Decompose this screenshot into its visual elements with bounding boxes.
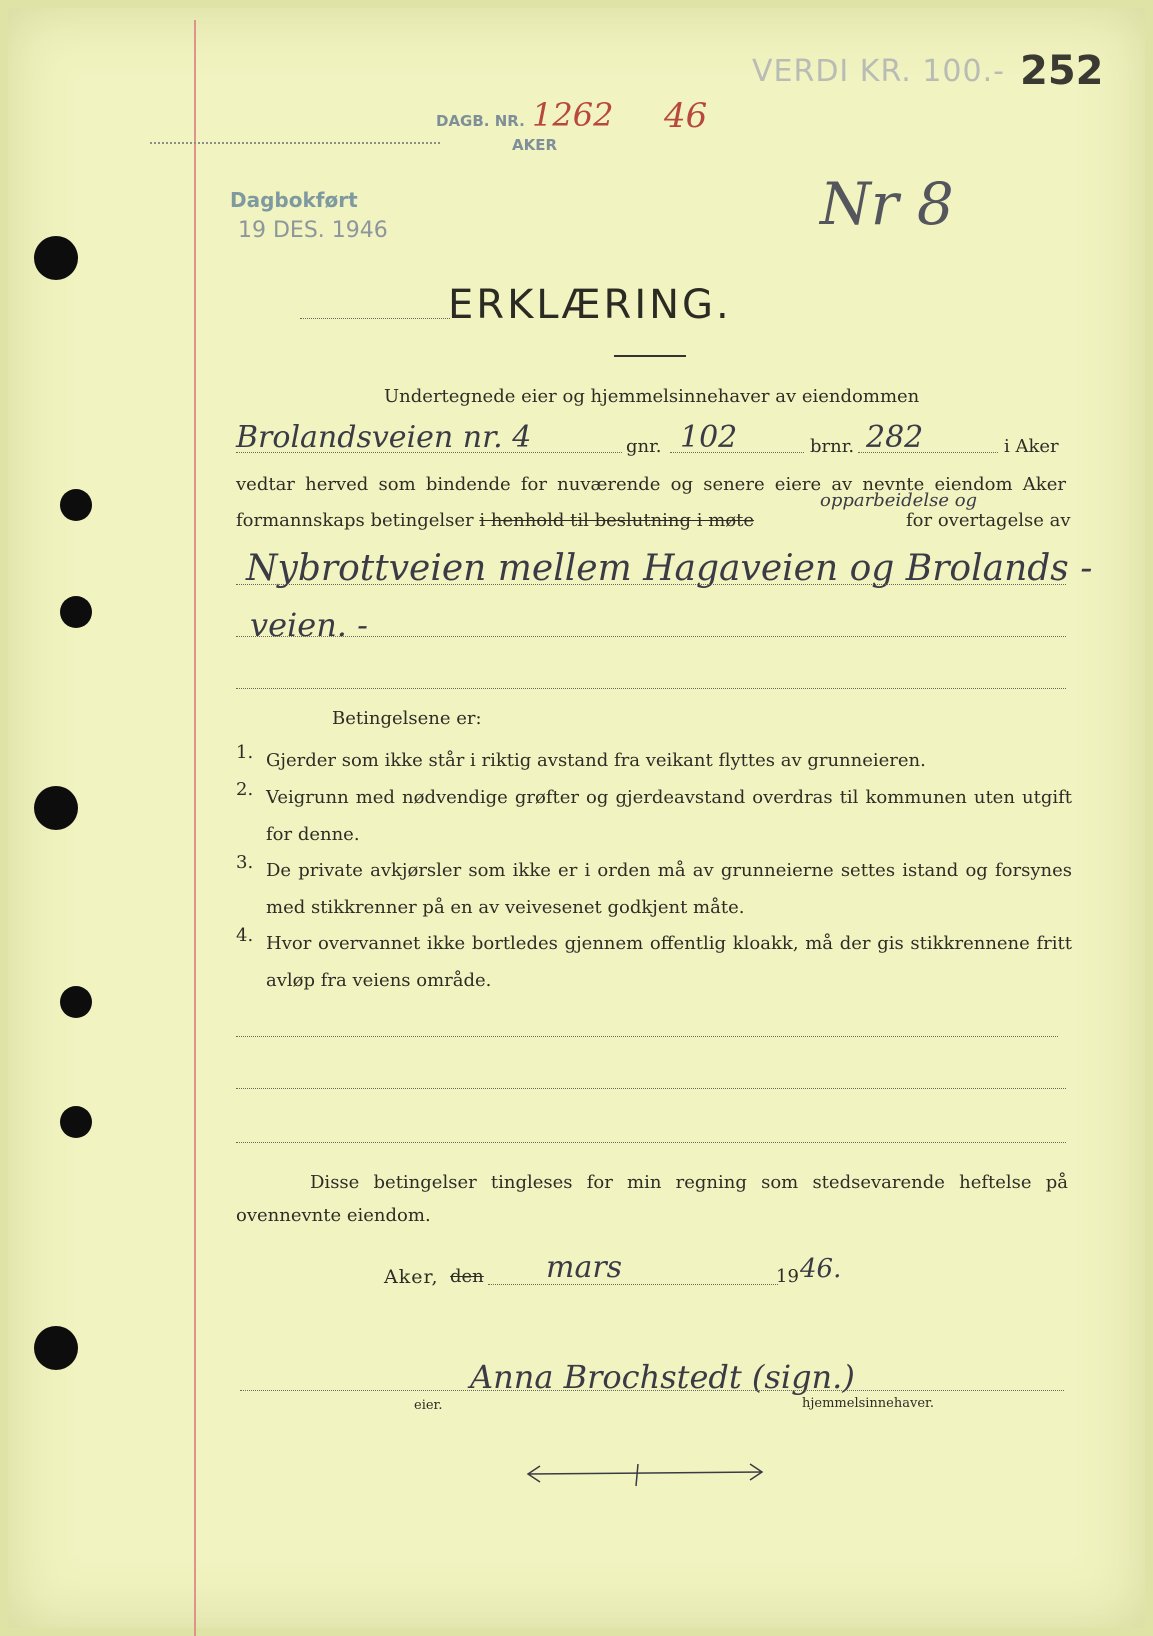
condition-number: 3. [236,852,254,873]
formannskap-suffix: for overtagelse av [906,510,1071,531]
title-dotted-rule [300,318,450,319]
blank-dotted-rule-3 [236,1142,1066,1143]
aker-stamp: AKER [512,136,558,154]
place: Aker, [384,1266,439,1288]
title-underline [614,355,686,357]
vedtar-word: nevnte [862,474,925,495]
vedtar-word: eiendom [934,474,1013,495]
vedtar-word: eiere [774,474,822,495]
margin-line [194,20,196,1636]
condition-number: 2. [236,779,254,800]
condition-item [236,742,1072,779]
closing-text: Disse betingelser tingleses for min regning som stedsevarende heftelse på ovennevnte eiendom. [236,1172,1068,1226]
hjemmel-label: hjemmelsinnehaver. [802,1396,934,1411]
vedtar-word: som [378,474,416,495]
address-dotted-rule [236,452,622,453]
dagb-number: 1262 [532,96,614,134]
intro-text: Undertegnede eier og hjemmelsinnehaver av eiendommen [384,386,920,407]
punch-hole-icon [34,236,78,280]
road-dotted-rule-3 [236,688,1066,689]
condition-number: 4. [236,925,254,946]
formannskap-prefix: formannskaps betingelser [236,510,474,531]
punch-hole-icon [60,596,92,628]
date-month: mars [546,1250,623,1285]
road-line-2: veien. - [250,606,368,644]
signature-dotted-rule [240,1390,1064,1391]
year-suffix: 46. [800,1254,842,1284]
conditions-heading: Betingelsene er: [332,708,482,729]
header-dotted-rule [150,142,440,144]
bnr-label: brnr. [810,436,855,457]
condition-number: 1. [236,742,254,763]
gnr-value: 102 [680,420,738,455]
margin-note: Nr 8 [820,170,954,238]
gnr-dotted-rule [670,452,804,453]
condition-text: Gjerder som ikke står i riktig avstand fra veikant flyttes av grunneieren. [266,750,926,771]
insertion-note: opparbeidelse og [820,490,978,511]
vedtar-word: nuværende [557,474,661,495]
blank-dotted-rule-2 [236,1088,1066,1089]
formannskap-line [236,510,754,531]
road-line-1: Nybrottveien mellem Hagaveien og Brolands - [246,548,1093,589]
dagb-label: DAGB. NR. [436,112,525,130]
den-struck: den [450,1266,484,1287]
property-address: Brolandsveien nr. 4 [236,420,532,455]
vedtar-word: av [831,474,853,495]
condition-item [236,779,1072,853]
road-dotted-rule-2 [236,636,1066,637]
punch-hole-icon [60,489,92,521]
condition-item [236,852,1072,926]
month-dotted-rule [488,1284,778,1285]
signature: Anna Brochstedt (sign.) [470,1358,855,1396]
vedtar-word: og [670,474,694,495]
vedtar-word: senere [703,474,765,495]
vedtar-word: bindende [425,474,511,495]
gnr-label: gnr. [626,436,662,457]
punch-hole-icon [34,786,78,830]
punch-hole-icon [60,1106,92,1138]
year-prefix: 19 [776,1266,799,1287]
page-number: 252 [1020,48,1104,94]
vedtar-word: herved [305,474,369,495]
condition-text: Veigrunn med nødvendige grøfter og gjerdeavstand overdras til kommunen uten utgift for denne. [266,787,1072,845]
double-arrow-icon [520,1456,770,1492]
condition-item [236,925,1072,999]
vedtar-word: vedtar [236,474,295,495]
condition-text: De private avkjørsler som ikke er i orden må av grunneierne settes istand og forsynes med stikkrenner på en av veivesenet godkjent måte. [266,860,1072,918]
verdi-stamp: VERDI KR. 100.- [752,54,1005,89]
bnr-dotted-rule [858,452,998,453]
vedtar-word: for [520,474,547,495]
bnr-value: 282 [866,420,924,455]
struck-text: i henhold til beslutning i møte [479,510,755,531]
vedtar-word: Aker [1022,474,1066,495]
municipality: i Aker [1004,436,1059,457]
document-title: ERKLÆRING. [448,282,732,328]
dagbokfort-date: 19 DES. 1946 [238,218,388,243]
punch-hole-icon [34,1326,78,1370]
road-dotted-rule-1 [236,584,1066,585]
eier-label: eier. [414,1398,443,1413]
condition-text: Hvor overvannet ikke bortledes gjennem offentlig kloakk, må der gis stikkrennene fritt avløp fra veiens område. [266,933,1072,991]
punch-hole-icon [60,986,92,1018]
dagb-suffix: 46 [664,96,708,136]
dagbokfort-label: Dagbokført [230,188,358,212]
blank-dotted-rule-1 [236,1036,1058,1037]
